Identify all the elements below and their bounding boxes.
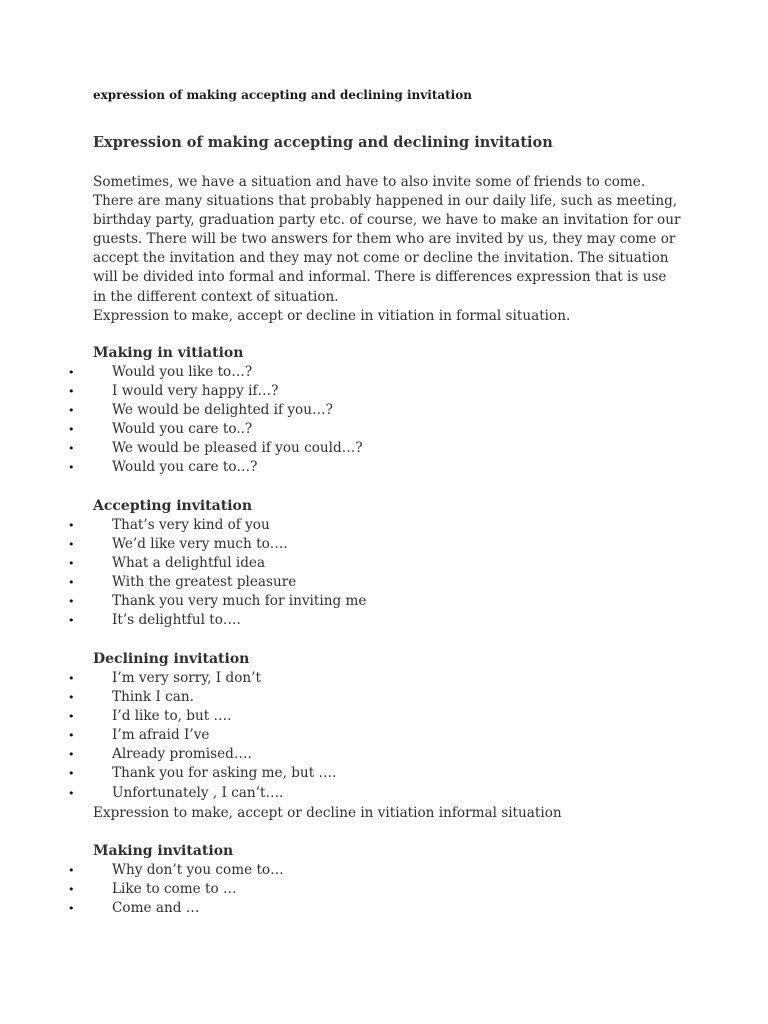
- bullet-icon: •: [68, 614, 75, 628]
- bullet-icon: •: [68, 786, 75, 800]
- intro-line: There are many situations that probably happened in our daily life, such as meeting,: [93, 193, 678, 210]
- intro-line: guests. There will be two answers for them who are invited by us, they may come or: [93, 231, 676, 248]
- bullet-icon: •: [68, 710, 75, 724]
- bullet-icon: •: [68, 748, 75, 762]
- bullet-icon: •: [68, 864, 75, 877]
- informal-making-invitation-heading: Making invitation: [93, 843, 234, 859]
- informal-intro-line: Expression to make, accept or decline in vitiation informal situation: [93, 805, 562, 821]
- bullet-icon: •: [68, 461, 75, 475]
- bullet-icon: •: [68, 442, 75, 456]
- accepting-invitation-heading: Accepting invitation: [93, 498, 253, 514]
- document-page: expression of making accepting and declining invitation Expression of making accepting and declining invitation Sometimes, we have a situation and have to also invite some of friends to come. There are many situations that probably happened in our daily life, such as meeting, birthday party, graduation party etc. of course, we have to make an invitation for our guests. There will be two answers for them who are invited by us, they may come or accept the invitation and they may not come or decline the invitation. The situation will be divided into formal and informal. There is differences expression that is use in the different context of situation. Expression to make, accept or decline in vitiation in formal situation. Making in vitiation • Would you like to…? • I would very happy if…? • We would be delighted if you…? • Would you care to..? • We would be pleased if you could…? • Would you care to…? Accepting invitation • That’s very kind of you • We’d like very much to…. • What a delightful idea • With the greatest pleasure • Thank you very much for inviting me • It’s delightful to…. Declining invitation • I’m very sorry, I don’t • Think I can. • I’d like to, but …. • I’m afraid I’ve • Already promised…. • Thank you for asking me, but …. • Unfortunately , I can’t…. Expression to make, accept or decline in vitiation informal situation Making invitation • Why don’t you come to… • Like to come to … • Come and …: [0, 0, 768, 1024]
- making-invitation-heading: Making in vitiation: [93, 345, 244, 361]
- bullet-icon: •: [68, 404, 75, 418]
- bullet-icon: •: [68, 691, 75, 705]
- intro-line: in the different context of situation.: [93, 288, 339, 305]
- formal-intro-line: Expression to make, accept or decline in vitiation in formal situation.: [93, 307, 571, 324]
- bullet-icon: •: [68, 385, 75, 399]
- main-heading: Expression of making accepting and declining invitation: [93, 134, 553, 151]
- bullet-icon: •: [68, 672, 75, 685]
- declining-invitation-heading: Declining invitation: [93, 651, 250, 667]
- bullet-icon: •: [68, 902, 75, 916]
- intro-paragraph: [93, 173, 680, 326]
- bullet-icon: •: [68, 538, 75, 552]
- intro-line: will be divided into formal and informal. There is differences expression that is use: [93, 269, 667, 286]
- bullet-icon: •: [68, 576, 75, 590]
- intro-line: Sometimes, we have a situation and have to also invite some of friends to come.: [93, 174, 646, 190]
- bullet-icon: •: [68, 767, 75, 781]
- intro-line: accept the invitation and they may not come or decline the invitation. The situation: [93, 250, 669, 267]
- document-title: expression of making accepting and declining invitation: [93, 88, 472, 102]
- bullet-icon: •: [68, 366, 75, 379]
- bullet-icon: •: [68, 423, 75, 437]
- bullet-icon: •: [68, 557, 75, 571]
- bullet-icon: •: [68, 883, 75, 897]
- intro-line: birthday party, graduation party etc. of course, we have to make an invitation for our: [93, 212, 681, 229]
- bullet-icon: •: [68, 729, 75, 743]
- bullet-icon: •: [68, 519, 75, 532]
- bullet-icon: •: [68, 595, 75, 609]
